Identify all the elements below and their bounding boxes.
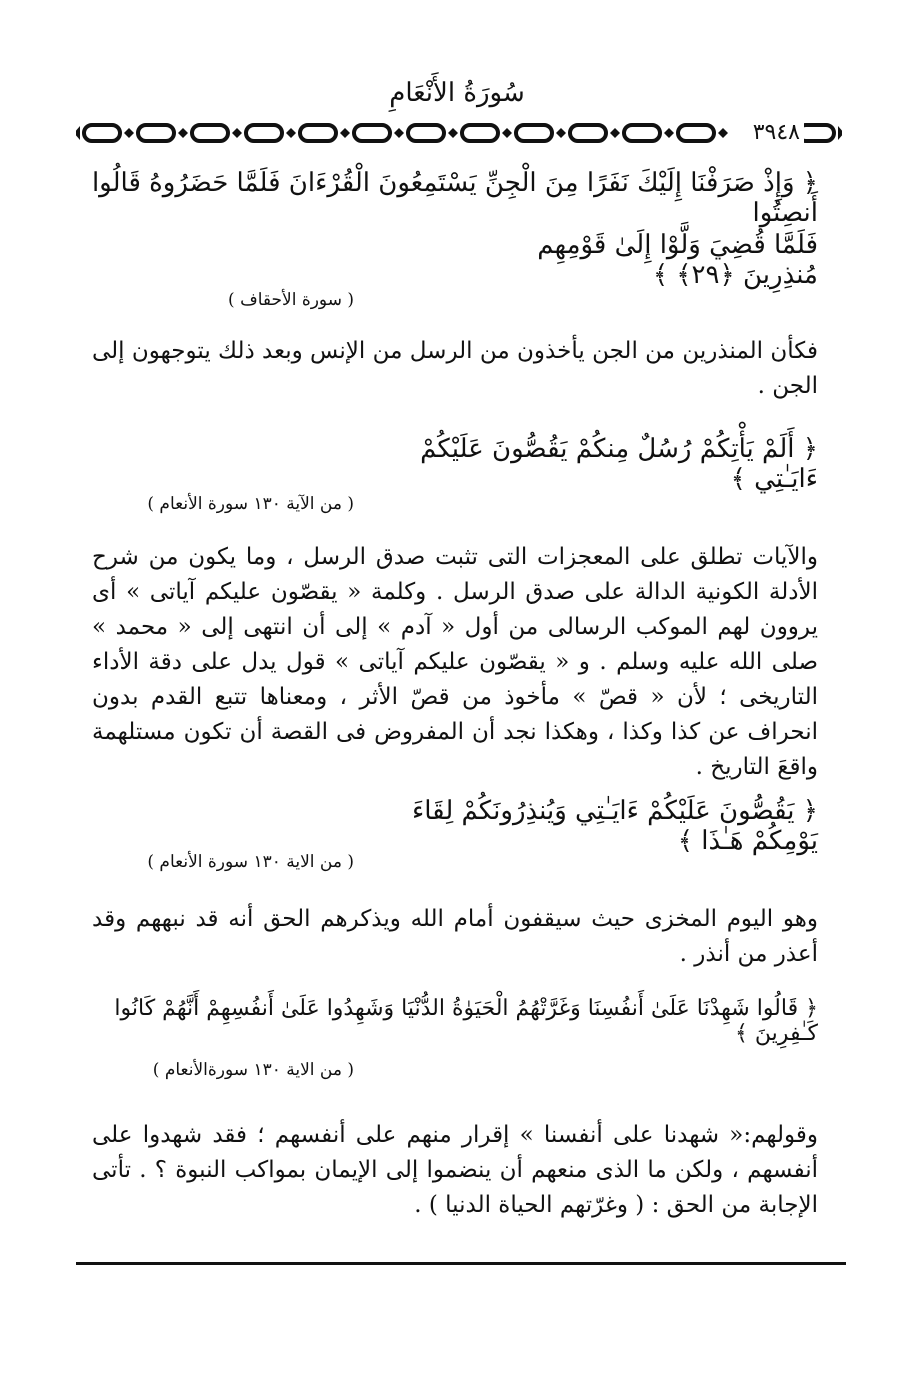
commentary-paragraph: فكأن المنذرين من الجن يأخذون من الرسل من الإنس وبعد ذلك يتوجهون إلى الجن . (92, 338, 818, 399)
verse-source-citation: ( من الاية ١٣٠ سورةالأنعام ) (152, 1060, 354, 1080)
surah-title: سُورَةُ الأَنْعَامِ (389, 78, 525, 108)
verse-source-citation: ( من الاية ١٣٠ سورة الأنعام ) (147, 852, 354, 872)
quran-verse: ﴿ قَالُوا شَهِدْنَا عَلَىٰ أَنفُسِنَا وَغَرَّتْهُمُ الْحَيَوٰةُ الدُّنْيَا وَشَهِدُوا عَلَىٰ أَنفُسِهِمْ أَنَّهُمْ كَانُوا كَـٰفِرِينَ ﴾ (114, 996, 818, 1046)
quran-verse: ﴿ يَقُصُّونَ عَلَيْكُمْ ءَايَـٰتِي وَيُنذِرُونَكُمْ لِقَاءَ يَوْمِكُمْ هَـٰذَا ﴾ (412, 796, 818, 856)
page-number: ٣٩٤٨ (749, 118, 804, 148)
commentary-paragraph: وقولهم:« شهدنا على أنفسنا » إقرار منهم على أنفسهم ؛ فقد شهدوا على أنفسهم ، ولكن ما الذى منعهم أن ينضموا إلى الإيمان بمواكب النبوة ؟ . تأتى الإجابة من الحق : ( وغرّتهم الحياة الدنيا ) . (92, 1122, 818, 1218)
commentary-paragraph: وهو اليوم المخزى حيث سيقفون أمام الله ويذكرهم الحق أنه قد نبههم وقد أعذر من أنذر . (92, 906, 818, 967)
quran-verse-line: ﴿ وَإِذْ صَرَفْنَا إِلَيْكَ نَفَرًا مِنَ الْجِنِّ يَسْتَمِعُونَ الْقُرْءَانَ فَلَمَّا حَضَرُوهُ قَالُوا أَنصِتُوا (91, 168, 818, 228)
verse-source-citation: ( من الآية ١٣٠ سورة الأنعام ) (147, 494, 354, 514)
footer-rule (76, 1262, 846, 1265)
verse-source-citation: ( سورة الأحقاف ) (228, 290, 354, 310)
ornamental-chain-divider (76, 118, 842, 148)
quran-verse-line: فَلَمَّا قُضِيَ وَلَّوْا إِلَىٰ قَوْمِهِم مُنذِرِينَ ﴿٢٩﴾ ﴾ (537, 230, 818, 290)
quran-verse: ﴿ أَلَمْ يَأْتِكُمْ رُسُلٌ مِنكُمْ يَقُصُّونَ عَلَيْكُمْ ءَايَـٰتِي ﴾ (420, 434, 818, 494)
commentary-paragraph: والآيات تطلق على المعجزات التى تثبت صدق الرسل ، وما يكون من شرح الأدلة الكونية الدالة على صدق الرسل . وكلمة « يقصّون عليكم آياتى » أى يروون لهم الموكب الرسالى من أول « آدم » إلى أن انتهى إلى « محمد » صلى الله عليه وسلم . و « يقصّون عليكم آياتى » قول يدل على دقة الأداء التاريخى ؛ لأن « قصّ » مأخوذ من قصّ الأثر ، ومعناها تتبع القدم بدون انحراف عن كذا وكذا ، وهكذا نجد أن المفروض فى القصة أن تكون مستلهمة واقعَ التاريخ . (92, 544, 818, 780)
